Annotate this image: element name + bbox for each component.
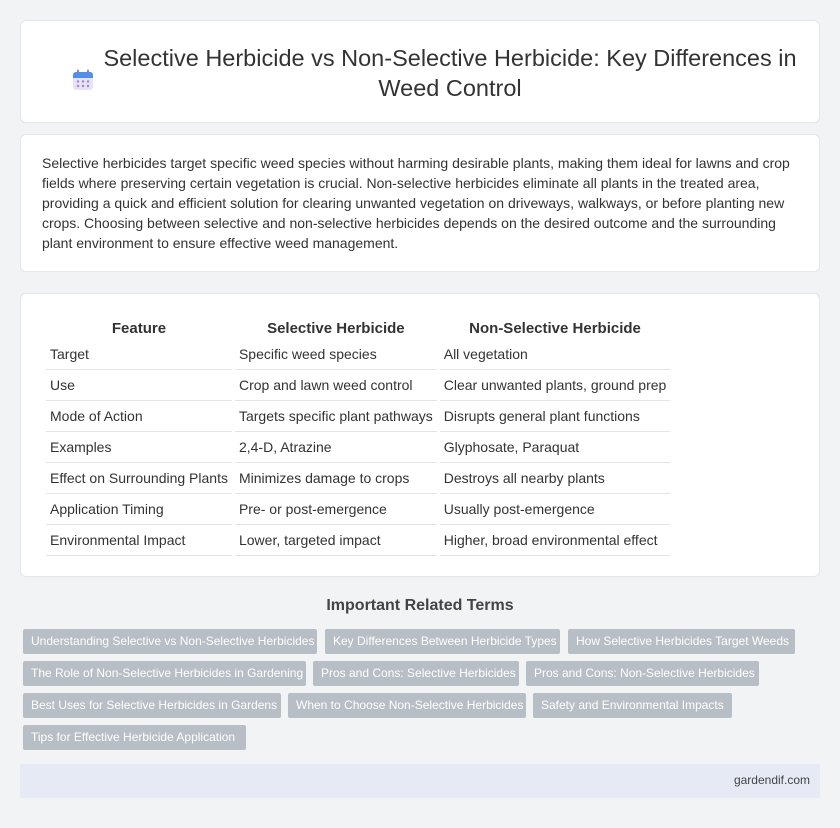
table-row [46, 401, 670, 432]
non-selective-cell: Disrupts general plant functions [440, 401, 671, 432]
table-row [46, 463, 670, 494]
non-selective-cell: Clear unwanted plants, ground prep [440, 370, 671, 401]
selective-cell: Pre- or post-emergence [235, 494, 437, 525]
feature-cell: Target [46, 339, 232, 370]
feature-cell: Application Timing [46, 494, 232, 525]
table-row [46, 525, 670, 556]
header-selective: Selective Herbicide [267, 319, 405, 337]
non-selective-cell: Usually post-emergence [440, 494, 671, 525]
selective-cell: Specific weed species [235, 339, 437, 370]
comparison-table [43, 316, 673, 556]
header-feature: Feature [111, 319, 167, 337]
table-row [46, 370, 670, 401]
selective-cell: Targets specific plant pathways [235, 401, 437, 432]
feature-cell: Examples [46, 432, 232, 463]
related-term-tag[interactable]: The Role of Non-Selective Herbicides in Gardening [23, 661, 306, 686]
feature-cell: Effect on Surrounding Plants [46, 463, 232, 494]
comparison-card [20, 293, 820, 577]
table-row [46, 339, 670, 370]
feature-cell: Mode of Action [46, 401, 232, 432]
intro-paragraph: Selective herbicides target specific weed species without harming desirable plants, making them ideal for lawns and crop fields where preserving certain vegetation is crucial. Non-selective herbicides eliminate all plants in the treated area, providing a quick and efficient solution for clearing unwanted vegetation on driveways, walkways, or before planting new crops. Choosing between selective and non-selective herbicides depends on the desired outcome and the surrounding plant environment to ensure effective weed management. [42, 155, 790, 251]
related-term-tag[interactable]: How Selective Herbicides Target Weeds [568, 629, 795, 654]
related-terms-heading: Important Related Terms [326, 597, 514, 614]
non-selective-cell: All vegetation [440, 339, 671, 370]
non-selective-cell: Destroys all nearby plants [440, 463, 671, 494]
related-term-tag[interactable]: Tips for Effective Herbicide Application [23, 725, 246, 750]
calendar-icon [71, 68, 95, 92]
non-selective-cell: Higher, broad environmental effect [440, 525, 671, 556]
selective-cell: Lower, targeted impact [235, 525, 437, 556]
header-non-selective: Non-Selective Herbicide [469, 319, 641, 337]
related-term-tag[interactable]: Pros and Cons: Non-Selective Herbicides [526, 661, 759, 686]
related-term-tag[interactable]: Pros and Cons: Selective Herbicides [313, 661, 519, 686]
non-selective-cell: Glyphosate, Paraquat [440, 432, 671, 463]
footer [20, 764, 820, 798]
table-row [46, 432, 670, 463]
related-term-tag[interactable]: Safety and Environmental Impacts [533, 693, 732, 718]
related-term-tag[interactable]: Best Uses for Selective Herbicides in Gardens [23, 693, 281, 718]
table-row [46, 494, 670, 525]
related-term-tag[interactable]: Key Differences Between Herbicide Types [325, 629, 560, 654]
related-term-tag[interactable]: When to Choose Non-Selective Herbicides [288, 693, 526, 718]
selective-cell: Crop and lawn weed control [235, 370, 437, 401]
table-header-row [46, 316, 670, 339]
feature-cell: Use [46, 370, 232, 401]
feature-cell: Environmental Impact [46, 525, 232, 556]
related-term-tag[interactable]: Understanding Selective vs Non-Selective Herbicides [23, 629, 317, 654]
page-title: Selective Herbicide vs Non-Selective Herbicide: Key Differences in Weed Control [103, 45, 797, 101]
site-name[interactable]: gardendif.com [733, 773, 810, 787]
selective-cell: Minimizes damage to crops [235, 463, 437, 494]
selective-cell: 2,4-D, Atrazine [235, 432, 437, 463]
title-card [20, 20, 820, 123]
intro-card [20, 134, 820, 272]
